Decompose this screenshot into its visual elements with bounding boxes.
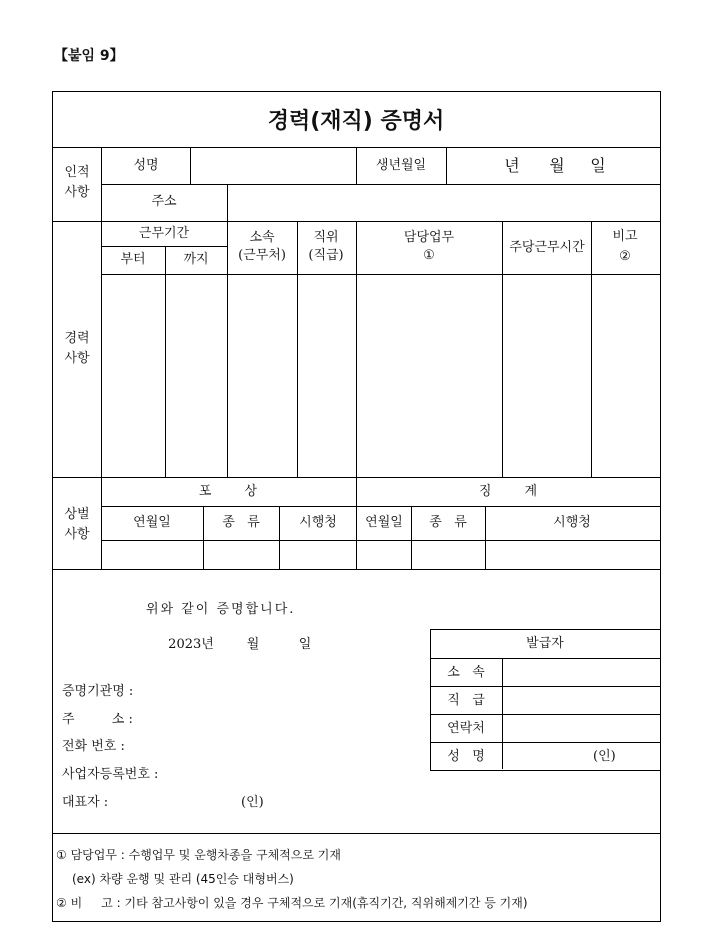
divider: [101, 147, 102, 570]
divider: [190, 147, 191, 184]
divider: [227, 221, 228, 477]
note-duty-example: (ex) 차량 운행 및 관리 (45인승 대형버스): [72, 872, 294, 886]
period-label: 근무기간: [138, 226, 190, 241]
career-section-label-1: 경력: [64, 331, 90, 346]
discipline-date-header: 연월일: [365, 515, 403, 530]
note-remarks: ② 비 고 : 기타 참고사항이 있을 경우 구체적으로 기재(휴직기간, 직위해제기간 등 기재): [56, 896, 528, 910]
divider: [591, 221, 592, 477]
org-name-label: 증명기관명 :: [62, 684, 134, 699]
representative-seal: (인): [241, 795, 264, 810]
divider: [52, 569, 660, 570]
divider: [101, 540, 660, 541]
address-label: 주소: [151, 194, 177, 209]
org-address-label: 주 소 :: [62, 712, 133, 727]
issuer-dept-label: 소 속: [447, 665, 485, 680]
personal-section-label-1: 인적: [64, 165, 90, 180]
career-section-label-2: 사항: [64, 351, 90, 366]
divider: [430, 686, 660, 687]
cert-date-day: 일: [298, 637, 312, 652]
dept-label-2: (근무처): [238, 248, 286, 263]
divider: [356, 221, 357, 477]
divider: [101, 246, 227, 247]
period-from-label: 부터: [120, 252, 146, 267]
birth-day-label: 일: [590, 156, 606, 175]
divider: [446, 147, 447, 184]
divider: [430, 742, 660, 743]
position-label-2: (직급): [308, 248, 344, 263]
divider: [227, 184, 228, 221]
birth-month-label: 월: [549, 156, 565, 175]
divider: [101, 506, 660, 507]
divider: [165, 246, 166, 477]
attachment-label: 【붙임 9】: [54, 48, 124, 64]
award-label: 포 상: [198, 484, 258, 499]
document-title: 경력(재직) 증명서: [267, 109, 445, 134]
remarks-label-2: ②: [619, 249, 631, 264]
divider: [203, 506, 204, 569]
issuer-seal: (인): [593, 749, 616, 764]
divider: [279, 506, 280, 569]
certification-statement: 위와 같이 증명합니다.: [146, 602, 296, 617]
cert-date-month: 월: [246, 637, 260, 652]
weekly-hours-label: 주당근무시간: [509, 240, 585, 255]
representative-label: 대표자 :: [62, 795, 109, 810]
divider: [430, 658, 660, 659]
birth-label: 생년월일: [375, 158, 427, 173]
divider: [101, 184, 660, 185]
divider: [411, 506, 412, 569]
divider: [502, 658, 503, 769]
birth-year-label: 년: [504, 156, 520, 175]
note-duty: ① 담당업무 : 수행업무 및 운행차종을 구체적으로 기재: [56, 848, 341, 862]
period-to-label: 까지: [183, 252, 209, 267]
divider: [297, 221, 298, 477]
name-label: 성명: [133, 158, 159, 173]
divider: [502, 221, 503, 477]
biz-reg-no-label: 사업자등록번호 :: [62, 767, 159, 782]
issuer-header: 발급자: [526, 636, 564, 651]
discipline-type-header: 종 류: [429, 515, 467, 530]
remarks-label-1: 비고: [612, 229, 638, 244]
divider: [52, 833, 660, 834]
dept-label-1: 소속: [249, 230, 275, 245]
divider: [101, 274, 660, 275]
discipline-issuer-header: 시행청: [553, 515, 591, 530]
award-issuer-header: 시행청: [299, 515, 337, 530]
divider: [356, 477, 357, 569]
issuer-contact-label: 연락처: [447, 721, 485, 736]
rewards-section-label-1: 상벌: [64, 507, 90, 522]
award-type-header: 종 류: [222, 515, 260, 530]
divider: [356, 147, 357, 184]
issuer-name-label: 성 명: [447, 749, 485, 764]
duty-label-1: 담당업무: [403, 230, 455, 245]
divider: [485, 506, 486, 569]
discipline-label: 징 계: [478, 484, 538, 499]
duty-label-2: ①: [423, 248, 435, 263]
award-date-header: 연월일: [133, 515, 171, 530]
rewards-section-label-2: 사항: [64, 527, 90, 542]
cert-date-year: 2023년: [168, 637, 214, 652]
position-label-1: 직위: [313, 230, 339, 245]
org-phone-label: 전화 번호 :: [62, 739, 125, 754]
issuer-rank-label: 직 급: [447, 693, 485, 708]
personal-section-label-2: 사항: [64, 185, 90, 200]
divider: [430, 714, 660, 715]
